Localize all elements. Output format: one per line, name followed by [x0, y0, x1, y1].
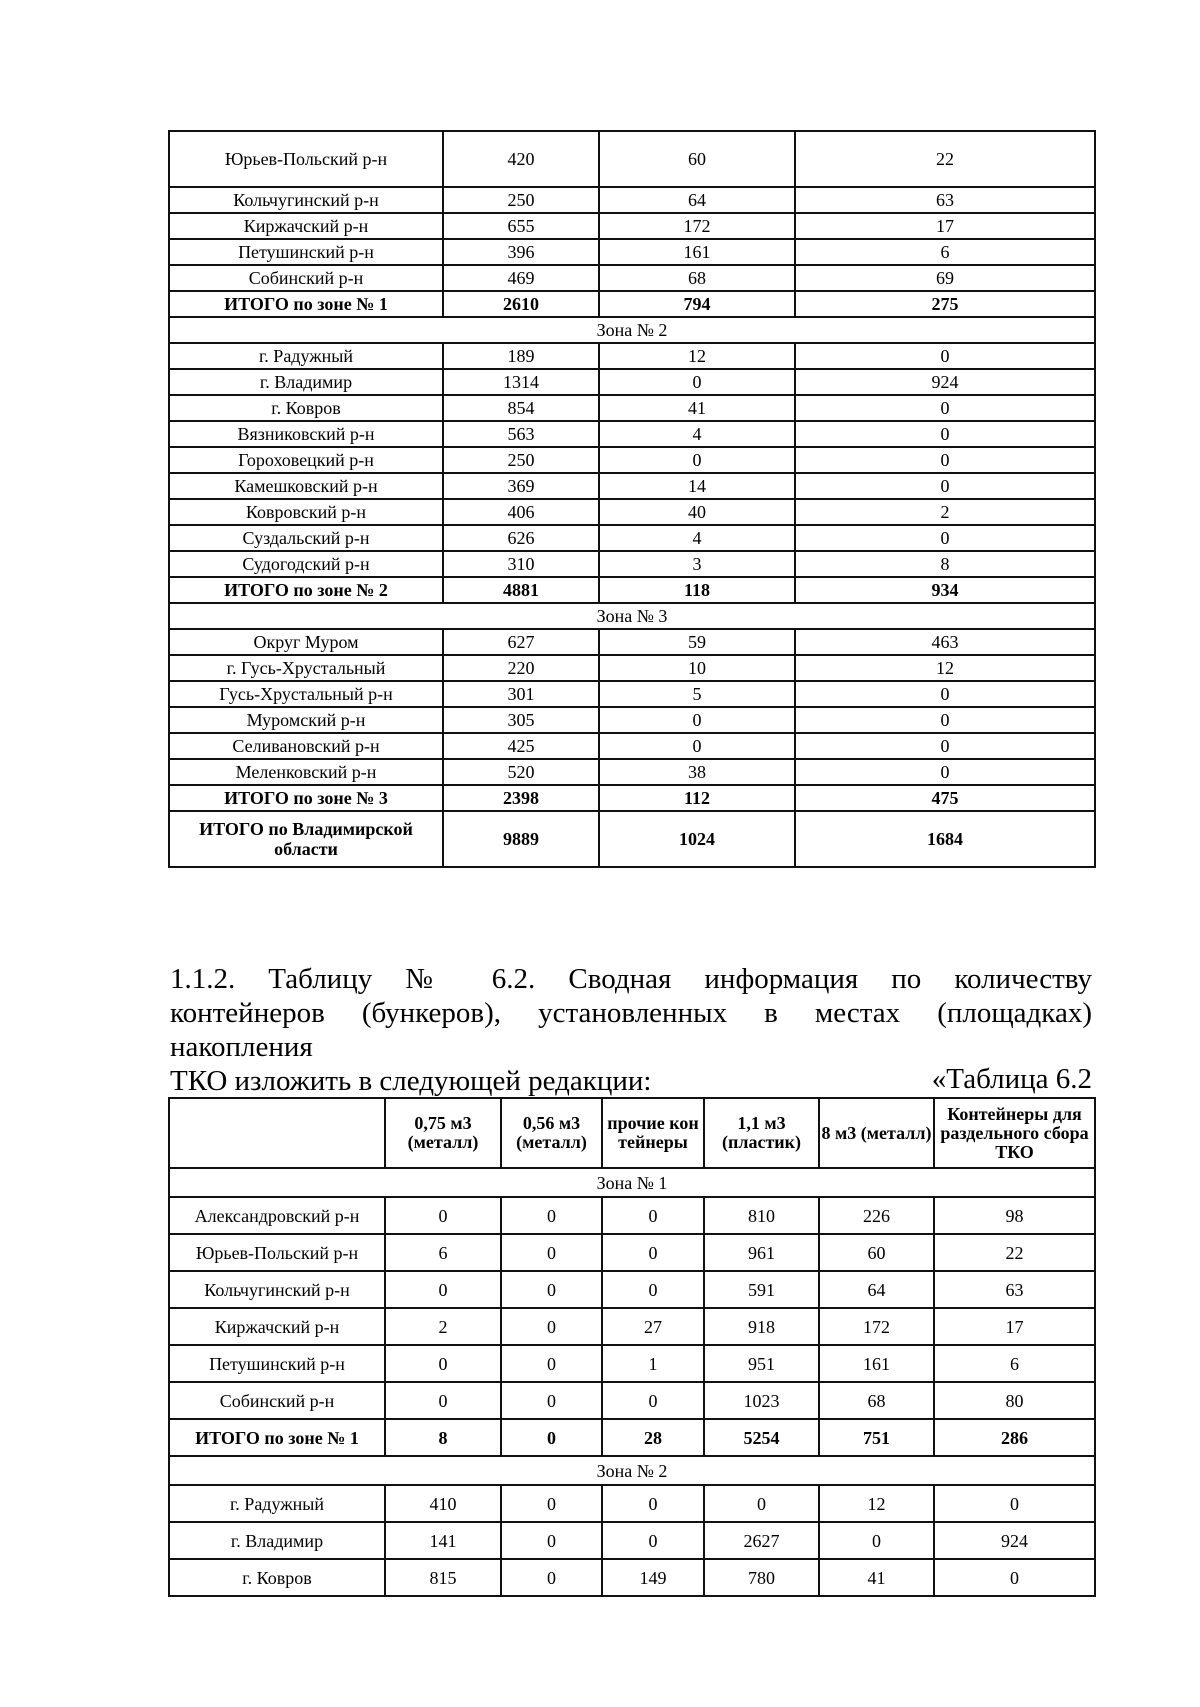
value-cell: 425 — [443, 733, 599, 759]
table-row — [169, 187, 1095, 213]
table-row — [169, 1197, 1095, 1234]
area-name-cell: г. Радужный — [169, 343, 443, 369]
value-cell: 189 — [443, 343, 599, 369]
value-cell: 4 — [599, 525, 795, 551]
containers-table-body — [169, 1098, 1095, 1596]
value-cell: 924 — [795, 369, 1095, 395]
table-row — [169, 421, 1095, 447]
value-cell: 0 — [602, 1234, 704, 1271]
area-name-cell: Александровский р-н — [169, 1197, 385, 1234]
area-name-cell: ИТОГО по Владимирской области — [169, 811, 443, 867]
value-cell: 172 — [819, 1308, 934, 1345]
value-cell: 2610 — [443, 291, 599, 317]
table-row — [169, 733, 1095, 759]
value-cell: 4 — [599, 421, 795, 447]
area-name-cell: Округ Муром — [169, 629, 443, 655]
value-cell: 38 — [599, 759, 795, 785]
value-cell: 794 — [599, 291, 795, 317]
zone-label: Зона № 1 — [169, 1168, 1095, 1197]
area-name-cell: Юрьев-Польский р-н — [169, 131, 443, 187]
value-cell: 0 — [795, 343, 1095, 369]
value-cell: 63 — [934, 1271, 1095, 1308]
value-cell: 6 — [934, 1345, 1095, 1382]
area-name-cell: Судогодский р-н — [169, 551, 443, 577]
value-cell: 40 — [599, 499, 795, 525]
total-row — [169, 291, 1095, 317]
header-cell: 8 м3 (металл) — [819, 1098, 934, 1168]
area-name-cell: ИТОГО по зоне № 3 — [169, 785, 443, 811]
value-cell: 0 — [795, 733, 1095, 759]
value-cell: 591 — [704, 1271, 819, 1308]
value-cell: 0 — [501, 1419, 602, 1456]
value-cell: 149 — [602, 1559, 704, 1596]
area-name-cell: Петушинский р-н — [169, 1345, 385, 1382]
value-cell: 0 — [934, 1485, 1095, 1522]
value-cell: 0 — [602, 1197, 704, 1234]
paragraph-line: ТКО изложить в следующей редакции: — [170, 1065, 652, 1097]
value-cell: 0 — [602, 1382, 704, 1419]
value-cell: 98 — [934, 1197, 1095, 1234]
area-name-cell: Вязниковский р-н — [169, 421, 443, 447]
area-name-cell: Собинский р-н — [169, 265, 443, 291]
area-name-cell: Петушинский р-н — [169, 239, 443, 265]
total-row — [169, 811, 1095, 867]
area-name-cell: г. Владимир — [169, 1522, 385, 1559]
value-cell: 0 — [934, 1559, 1095, 1596]
value-cell: 172 — [599, 213, 795, 239]
value-cell: 286 — [934, 1419, 1095, 1456]
value-cell: 0 — [795, 421, 1095, 447]
value-cell: 0 — [602, 1271, 704, 1308]
paragraph-line: 1.1.2. Таблицу № 6.2. Сводная информация по количеству — [170, 963, 1092, 995]
value-cell: 0 — [602, 1522, 704, 1559]
area-name-cell: Киржачский р-н — [169, 1308, 385, 1345]
table-row — [169, 343, 1095, 369]
table-row — [169, 265, 1095, 291]
value-cell: 475 — [795, 785, 1095, 811]
value-cell: 0 — [501, 1345, 602, 1382]
area-name-cell: ИТОГО по зоне № 1 — [169, 1419, 385, 1456]
value-cell: 951 — [704, 1345, 819, 1382]
value-cell: 5 — [599, 681, 795, 707]
area-name-cell: Киржачский р-н — [169, 213, 443, 239]
value-cell: 854 — [443, 395, 599, 421]
value-cell: 68 — [599, 265, 795, 291]
value-cell: 112 — [599, 785, 795, 811]
value-cell: 9889 — [443, 811, 599, 867]
table-row — [169, 1271, 1095, 1308]
value-cell: 924 — [934, 1522, 1095, 1559]
value-cell: 63 — [795, 187, 1095, 213]
value-cell: 815 — [385, 1559, 501, 1596]
value-cell: 520 — [443, 759, 599, 785]
table-row — [169, 1234, 1095, 1271]
area-name-cell: г. Ковров — [169, 1559, 385, 1596]
table-row — [169, 681, 1095, 707]
value-cell: 2398 — [443, 785, 599, 811]
value-cell: 60 — [819, 1234, 934, 1271]
value-cell: 627 — [443, 629, 599, 655]
area-name-cell: Гусь-Хрустальный р-н — [169, 681, 443, 707]
value-cell: 2627 — [704, 1522, 819, 1559]
area-name-cell: Юрьев-Польский р-н — [169, 1234, 385, 1271]
summary-table-body — [169, 131, 1095, 867]
table-row — [169, 1522, 1095, 1559]
value-cell: 41 — [599, 395, 795, 421]
area-name-cell: ИТОГО по зоне № 2 — [169, 577, 443, 603]
zone-header-row — [169, 1456, 1095, 1485]
value-cell: 5254 — [704, 1419, 819, 1456]
table-row — [169, 551, 1095, 577]
value-cell: 1684 — [795, 811, 1095, 867]
value-cell: 0 — [704, 1485, 819, 1522]
value-cell: 0 — [501, 1522, 602, 1559]
value-cell: 563 — [443, 421, 599, 447]
table-row — [169, 369, 1095, 395]
value-cell: 0 — [501, 1197, 602, 1234]
header-cell — [169, 1098, 385, 1168]
value-cell: 12 — [795, 655, 1095, 681]
value-cell: 0 — [501, 1485, 602, 1522]
value-cell: 161 — [599, 239, 795, 265]
table-row — [169, 1308, 1095, 1345]
table-header-row — [169, 1098, 1095, 1168]
total-row — [169, 577, 1095, 603]
value-cell: 0 — [501, 1271, 602, 1308]
table-row — [169, 213, 1095, 239]
zone-label: Зона № 2 — [169, 1456, 1095, 1485]
zone-label: Зона № 3 — [169, 603, 1095, 629]
table-row — [169, 1559, 1095, 1596]
value-cell: 810 — [704, 1197, 819, 1234]
paragraph-line: контейнеров (бункеров), установленных в местах (площадках) накопления — [170, 997, 1092, 1063]
header-cell: 0,75 м3 (металл) — [385, 1098, 501, 1168]
value-cell: 305 — [443, 707, 599, 733]
area-name-cell: г. Владимир — [169, 369, 443, 395]
area-name-cell: Суздальский р-н — [169, 525, 443, 551]
value-cell: 275 — [795, 291, 1095, 317]
containers-table — [168, 1097, 1096, 1597]
value-cell: 463 — [795, 629, 1095, 655]
table-row — [169, 447, 1095, 473]
value-cell: 69 — [795, 265, 1095, 291]
value-cell: 64 — [599, 187, 795, 213]
value-cell: 934 — [795, 577, 1095, 603]
value-cell: 60 — [599, 131, 795, 187]
value-cell: 0 — [599, 707, 795, 733]
value-cell: 0 — [819, 1522, 934, 1559]
table-row — [169, 239, 1095, 265]
value-cell: 28 — [602, 1419, 704, 1456]
value-cell: 420 — [443, 131, 599, 187]
zone-label: Зона № 2 — [169, 317, 1095, 343]
value-cell: 0 — [501, 1234, 602, 1271]
value-cell: 250 — [443, 447, 599, 473]
value-cell: 0 — [385, 1197, 501, 1234]
table-row — [169, 525, 1095, 551]
header-cell: прочие контейнеры — [602, 1098, 704, 1168]
value-cell: 226 — [819, 1197, 934, 1234]
table-row — [169, 395, 1095, 421]
value-cell: 469 — [443, 265, 599, 291]
value-cell: 0 — [385, 1345, 501, 1382]
area-name-cell: Ковровский р-н — [169, 499, 443, 525]
value-cell: 68 — [819, 1382, 934, 1419]
value-cell: 22 — [795, 131, 1095, 187]
value-cell: 27 — [602, 1308, 704, 1345]
value-cell: 10 — [599, 655, 795, 681]
value-cell: 310 — [443, 551, 599, 577]
table-row — [169, 1485, 1095, 1522]
table-row — [169, 1345, 1095, 1382]
value-cell: 250 — [443, 187, 599, 213]
value-cell: 41 — [819, 1559, 934, 1596]
table-row — [169, 759, 1095, 785]
area-name-cell: г. Радужный — [169, 1485, 385, 1522]
area-name-cell: Собинский р-н — [169, 1382, 385, 1419]
summary-table-continued — [168, 130, 1096, 868]
value-cell: 0 — [795, 473, 1095, 499]
value-cell: 59 — [599, 629, 795, 655]
area-name-cell: г. Ковров — [169, 395, 443, 421]
value-cell: 780 — [704, 1559, 819, 1596]
value-cell: 22 — [934, 1234, 1095, 1271]
area-name-cell: Камешковский р-н — [169, 473, 443, 499]
value-cell: 655 — [443, 213, 599, 239]
value-cell: 1314 — [443, 369, 599, 395]
value-cell: 118 — [599, 577, 795, 603]
value-cell: 12 — [819, 1485, 934, 1522]
area-name-cell: Муромский р-н — [169, 707, 443, 733]
value-cell: 396 — [443, 239, 599, 265]
value-cell: 0 — [385, 1382, 501, 1419]
value-cell: 4881 — [443, 577, 599, 603]
value-cell: 1023 — [704, 1382, 819, 1419]
table-row — [169, 707, 1095, 733]
value-cell: 0 — [599, 369, 795, 395]
value-cell: 410 — [385, 1485, 501, 1522]
table-row — [169, 473, 1095, 499]
value-cell: 8 — [795, 551, 1095, 577]
table-row — [169, 1382, 1095, 1419]
total-row — [169, 1419, 1095, 1456]
area-name-cell: Меленковский р-н — [169, 759, 443, 785]
value-cell: 918 — [704, 1308, 819, 1345]
value-cell: 0 — [795, 759, 1095, 785]
value-cell: 6 — [385, 1234, 501, 1271]
area-name-cell: г. Гусь-Хрустальный — [169, 655, 443, 681]
value-cell: 0 — [795, 681, 1095, 707]
value-cell: 17 — [934, 1308, 1095, 1345]
value-cell: 3 — [599, 551, 795, 577]
value-cell: 369 — [443, 473, 599, 499]
value-cell: 0 — [795, 707, 1095, 733]
value-cell: 961 — [704, 1234, 819, 1271]
table-row — [169, 131, 1095, 187]
table-row — [169, 499, 1095, 525]
value-cell: 64 — [819, 1271, 934, 1308]
value-cell: 0 — [501, 1308, 602, 1345]
value-cell: 17 — [795, 213, 1095, 239]
value-cell: 80 — [934, 1382, 1095, 1419]
value-cell: 751 — [819, 1419, 934, 1456]
area-name-cell: Гороховецкий р-н — [169, 447, 443, 473]
value-cell: 0 — [599, 733, 795, 759]
value-cell: 14 — [599, 473, 795, 499]
table-row — [169, 655, 1095, 681]
table-caption: «Таблица 6.2 — [931, 1063, 1092, 1095]
zone-header-row — [169, 603, 1095, 629]
value-cell: 0 — [795, 525, 1095, 551]
value-cell: 0 — [599, 447, 795, 473]
value-cell: 406 — [443, 499, 599, 525]
value-cell: 141 — [385, 1522, 501, 1559]
area-name-cell: ИТОГО по зоне № 1 — [169, 291, 443, 317]
value-cell: 0 — [501, 1382, 602, 1419]
value-cell: 161 — [819, 1345, 934, 1382]
value-cell: 8 — [385, 1419, 501, 1456]
table-row — [169, 629, 1095, 655]
value-cell: 1 — [602, 1345, 704, 1382]
value-cell: 0 — [385, 1271, 501, 1308]
zone-header-row — [169, 317, 1095, 343]
header-cell: 1,1 м3 (пластик) — [704, 1098, 819, 1168]
value-cell: 6 — [795, 239, 1095, 265]
value-cell: 220 — [443, 655, 599, 681]
value-cell: 301 — [443, 681, 599, 707]
value-cell: 1024 — [599, 811, 795, 867]
area-name-cell: Кольчугинский р-н — [169, 1271, 385, 1308]
value-cell: 0 — [795, 395, 1095, 421]
value-cell: 2 — [795, 499, 1095, 525]
value-cell: 12 — [599, 343, 795, 369]
area-name-cell: Селивановский р-н — [169, 733, 443, 759]
value-cell: 0 — [501, 1559, 602, 1596]
total-row — [169, 785, 1095, 811]
value-cell: 626 — [443, 525, 599, 551]
area-name-cell: Кольчугинский р-н — [169, 187, 443, 213]
zone-header-row — [169, 1168, 1095, 1197]
value-cell: 0 — [795, 447, 1095, 473]
header-cell: 0,56 м3 (металл) — [501, 1098, 602, 1168]
value-cell: 0 — [602, 1485, 704, 1522]
header-cell: Контейнеры для раздельного сбора ТКО — [934, 1098, 1095, 1168]
value-cell: 2 — [385, 1308, 501, 1345]
